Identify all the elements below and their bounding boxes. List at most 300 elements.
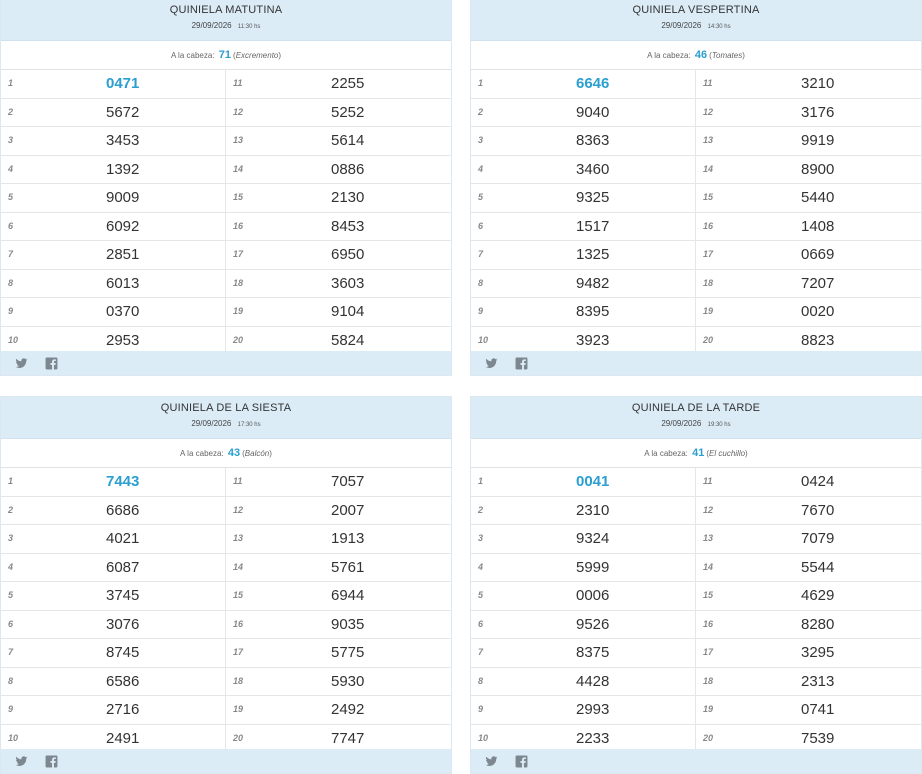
position-label: 19	[703, 306, 714, 316]
position-label: 9	[478, 704, 484, 714]
result-number: 2953	[106, 331, 140, 349]
result-number: 4629	[801, 587, 835, 604]
position-label: 3	[8, 533, 14, 543]
result-cell	[1, 554, 226, 582]
result-row	[1, 668, 451, 697]
position-label: 1	[478, 476, 484, 486]
result-cell	[226, 554, 451, 582]
result-number: 6586	[106, 672, 140, 690]
result-number: 1392	[106, 160, 140, 178]
result-number: 1517	[576, 217, 610, 235]
result-cell	[226, 241, 451, 269]
cabeza-meaning: Balcón	[244, 449, 270, 458]
result-number: 2491	[106, 729, 140, 747]
result-cell	[471, 639, 696, 667]
position-label: 5	[8, 192, 14, 202]
cabeza-line: A la cabeza: 43 (Balcón)	[1, 439, 451, 468]
result-cell	[226, 525, 451, 553]
facebook-icon[interactable]	[515, 755, 528, 768]
result-number: 0424	[801, 473, 835, 490]
result-row	[1, 639, 451, 668]
result-number: 9919	[801, 132, 835, 149]
result-row	[1, 611, 451, 640]
result-cell	[471, 127, 696, 155]
result-cell	[1, 582, 226, 610]
result-row	[1, 497, 451, 526]
position-label: 3	[8, 135, 14, 145]
position-label: 13	[233, 135, 244, 145]
result-cell	[226, 99, 451, 127]
position-label: 15	[703, 192, 714, 202]
position-label: 11	[233, 78, 243, 88]
result-cell	[1, 70, 226, 98]
result-row	[1, 70, 451, 99]
result-cell	[226, 156, 451, 184]
position-label: 19	[703, 704, 714, 714]
position-label: 7	[478, 249, 484, 259]
result-number: 4428	[576, 672, 610, 690]
result-row	[471, 127, 921, 156]
result-cell	[471, 696, 696, 724]
position-label: 18	[233, 277, 244, 288]
result-number: 7539	[801, 729, 835, 747]
result-row	[1, 213, 451, 242]
result-row	[1, 241, 451, 270]
result-row	[471, 582, 921, 611]
result-row	[471, 696, 921, 725]
result-number: 9526	[576, 615, 610, 633]
position-label: 4	[8, 561, 14, 572]
result-number: 3603	[331, 274, 365, 292]
results-table	[471, 70, 921, 355]
position-label: 2	[8, 504, 14, 515]
position-label: 13	[233, 533, 244, 543]
share-bar	[1, 749, 451, 773]
position-label: 8	[8, 675, 14, 686]
result-cell	[471, 525, 696, 553]
position-label: 10	[8, 334, 19, 345]
result-cell	[1, 525, 226, 553]
result-cell	[471, 241, 696, 269]
result-number: 8363	[576, 132, 610, 149]
position-label: 13	[703, 135, 714, 145]
panel-date	[471, 21, 921, 30]
result-row	[1, 298, 451, 327]
result-cell	[226, 468, 451, 496]
result-number: 2007	[331, 501, 365, 519]
position-label: 16	[703, 618, 714, 629]
cabeza-line: A la cabeza: 46 (Tomates)	[471, 41, 921, 70]
result-number: 0886	[331, 160, 365, 178]
result-number: 8745	[106, 644, 140, 661]
position-label: 4	[478, 561, 484, 572]
position-label: 20	[703, 334, 714, 345]
position-label: 1	[8, 476, 14, 486]
result-number: 1325	[576, 246, 610, 263]
result-number: 3176	[801, 103, 835, 121]
draw-time: 17:30 hs	[237, 422, 261, 428]
result-number: 2716	[106, 701, 140, 718]
panel-header	[471, 0, 921, 41]
result-cell	[471, 298, 696, 326]
head-number: 0471	[106, 75, 140, 92]
result-row	[471, 298, 921, 327]
result-cell	[471, 468, 696, 496]
result-cell	[471, 582, 696, 610]
draw-date: 29/09/2026	[661, 419, 702, 428]
position-label: 16	[233, 220, 244, 231]
result-cell	[696, 668, 921, 696]
result-cell	[226, 70, 451, 98]
result-number: 0020	[801, 303, 835, 320]
result-cell	[226, 696, 451, 724]
panel-date	[471, 419, 921, 428]
head-number: 6646	[576, 75, 610, 92]
result-cell	[696, 611, 921, 639]
result-cell	[1, 696, 226, 724]
result-number: 9104	[331, 303, 365, 320]
result-number: 9040	[576, 103, 610, 121]
result-number: 5761	[331, 558, 365, 576]
result-cell	[696, 696, 921, 724]
cabeza-number: 43	[227, 447, 241, 459]
result-cell	[471, 70, 696, 98]
position-label: 6	[8, 220, 14, 231]
position-label: 6	[478, 220, 484, 231]
position-label: 10	[478, 732, 489, 743]
position-label: 8	[478, 277, 484, 288]
position-label: 4	[8, 163, 14, 174]
results-table	[471, 468, 921, 753]
cabeza-line: A la cabeza: 41 (El cuchillo)	[471, 439, 921, 468]
position-label: 14	[233, 163, 244, 174]
share-bar	[471, 351, 921, 375]
result-number: 5999	[576, 558, 610, 576]
result-number: 3295	[801, 644, 835, 661]
position-label: 10	[8, 732, 19, 743]
result-cell	[696, 127, 921, 155]
cabeza-meaning: El cuchillo	[709, 449, 746, 458]
result-number: 5930	[331, 672, 365, 690]
panel-header	[1, 0, 451, 41]
position-label: 9	[478, 306, 484, 316]
result-row	[471, 639, 921, 668]
head-number: 7443	[106, 473, 140, 490]
cabeza-meaning: Tomates	[711, 51, 743, 60]
draw-date: 29/09/2026	[191, 419, 232, 428]
position-label: 1	[478, 78, 484, 88]
cabeza-label: A la cabeza:	[644, 449, 688, 458]
result-number: 9482	[576, 274, 610, 292]
facebook-icon[interactable]	[515, 357, 528, 370]
position-label: 14	[233, 561, 244, 572]
result-cell	[1, 611, 226, 639]
position-label: 11	[703, 476, 713, 486]
result-number: 3076	[106, 615, 140, 633]
results-table	[1, 70, 451, 355]
panel-date	[1, 419, 451, 428]
result-number: 9324	[576, 530, 610, 547]
result-cell	[1, 241, 226, 269]
result-cell	[696, 213, 921, 241]
result-number: 5824	[331, 331, 365, 349]
twitter-icon[interactable]	[485, 357, 498, 370]
result-number: 8900	[801, 160, 835, 178]
result-cell	[696, 525, 921, 553]
facebook-icon[interactable]	[45, 357, 58, 370]
position-label: 17	[703, 647, 714, 657]
result-cell	[1, 497, 226, 525]
result-cell	[471, 156, 696, 184]
result-number: 5440	[801, 189, 835, 206]
result-number: 2993	[576, 701, 610, 718]
position-label: 18	[703, 277, 714, 288]
panel-header	[471, 397, 921, 439]
result-number: 7057	[331, 473, 365, 490]
position-label: 14	[703, 163, 714, 174]
position-label: 2	[478, 504, 484, 515]
result-number: 3460	[576, 160, 610, 178]
result-number: 2233	[576, 729, 610, 747]
result-cell	[226, 611, 451, 639]
result-number: 7207	[801, 274, 835, 292]
result-number: 7079	[801, 530, 835, 547]
panel-title: QUINIELA DE LA SIESTA	[160, 402, 292, 414]
draw-date: 29/09/2026	[661, 21, 702, 30]
position-label: 14	[703, 561, 714, 572]
result-row	[471, 184, 921, 213]
position-label: 7	[8, 647, 14, 657]
draw-time: 14:30 hs	[707, 24, 731, 30]
result-number: 2313	[801, 672, 835, 690]
position-label: 19	[233, 704, 244, 714]
result-number: 9035	[331, 615, 365, 633]
position-label: 6	[478, 618, 484, 629]
position-label: 2	[478, 106, 484, 117]
position-label: 12	[233, 504, 244, 515]
result-number: 7747	[331, 729, 365, 747]
position-label: 18	[703, 675, 714, 686]
result-cell	[696, 156, 921, 184]
result-row	[1, 582, 451, 611]
result-cell	[1, 127, 226, 155]
result-cell	[696, 554, 921, 582]
result-cell	[1, 270, 226, 298]
position-label: 17	[233, 249, 244, 259]
result-number: 1408	[801, 217, 835, 235]
result-number: 8280	[801, 615, 835, 633]
draw-time: 19:30 hs	[707, 422, 731, 428]
position-label: 9	[8, 306, 14, 316]
result-number: 3210	[801, 75, 835, 92]
panel-header	[1, 397, 451, 439]
result-number: 8375	[576, 644, 610, 661]
share-bar	[1, 351, 451, 375]
position-label: 3	[478, 135, 484, 145]
position-label: 11	[703, 78, 713, 88]
twitter-icon[interactable]	[15, 357, 28, 370]
result-cell	[226, 639, 451, 667]
position-label: 5	[8, 590, 14, 600]
position-label: 13	[703, 533, 714, 543]
result-number: 5614	[331, 132, 365, 149]
result-cell	[226, 497, 451, 525]
result-number: 2130	[331, 189, 365, 206]
position-label: 6	[8, 618, 14, 629]
cabeza-label: A la cabeza:	[170, 51, 215, 60]
result-cell	[696, 468, 921, 496]
result-cell	[471, 497, 696, 525]
result-number: 8453	[331, 217, 365, 235]
result-number: 2310	[576, 501, 610, 519]
position-label: 11	[233, 476, 243, 486]
result-number: 6950	[331, 246, 365, 263]
panel-title: QUINIELA MATUTINA	[169, 4, 283, 16]
result-number: 0669	[801, 246, 835, 263]
result-number: 7670	[801, 501, 835, 519]
result-number: 5252	[331, 103, 365, 121]
result-row	[1, 554, 451, 583]
position-label: 10	[478, 334, 489, 345]
result-row	[471, 70, 921, 99]
result-number: 5672	[106, 103, 140, 121]
result-cell	[226, 668, 451, 696]
result-number: 8395	[576, 303, 610, 320]
facebook-icon[interactable]	[45, 755, 58, 768]
result-cell	[1, 468, 226, 496]
result-number: 6087	[106, 558, 140, 576]
result-number: 1913	[331, 530, 365, 547]
result-cell	[471, 668, 696, 696]
result-number: 4021	[106, 530, 140, 547]
position-label: 20	[233, 334, 244, 345]
result-row	[1, 468, 451, 497]
result-row	[1, 184, 451, 213]
position-label: 12	[703, 106, 714, 117]
result-cell	[226, 184, 451, 212]
position-label: 15	[703, 590, 714, 600]
result-cell	[226, 127, 451, 155]
quiniela-panel	[470, 396, 922, 774]
result-row	[1, 270, 451, 299]
result-cell	[1, 668, 226, 696]
position-label: 8	[478, 675, 484, 686]
result-number: 6686	[106, 501, 140, 519]
result-cell	[471, 270, 696, 298]
twitter-icon[interactable]	[485, 755, 498, 768]
quiniela-panel	[0, 396, 452, 774]
result-cell	[696, 99, 921, 127]
result-cell	[226, 582, 451, 610]
position-label: 20	[703, 732, 714, 743]
result-number: 6092	[106, 217, 140, 235]
twitter-icon[interactable]	[15, 755, 28, 768]
result-row	[471, 468, 921, 497]
result-number: 6944	[331, 587, 365, 604]
result-row	[471, 213, 921, 242]
result-cell	[1, 184, 226, 212]
result-row	[1, 696, 451, 725]
position-label: 3	[478, 533, 484, 543]
result-cell	[696, 241, 921, 269]
panel-title: QUINIELA VESPERTINA	[632, 4, 760, 16]
result-row	[471, 611, 921, 640]
result-number: 8823	[801, 331, 835, 349]
result-cell	[1, 156, 226, 184]
quiniela-panel	[0, 0, 452, 376]
position-label: 18	[233, 675, 244, 686]
result-cell	[1, 298, 226, 326]
position-label: 17	[703, 249, 714, 259]
result-row	[471, 554, 921, 583]
position-label: 17	[233, 647, 244, 657]
result-cell	[1, 213, 226, 241]
result-cell	[696, 582, 921, 610]
result-row	[1, 127, 451, 156]
results-table	[1, 468, 451, 753]
position-label: 7	[8, 249, 14, 259]
cabeza-number: 46	[694, 49, 708, 61]
result-row	[1, 99, 451, 128]
result-number: 2255	[331, 75, 365, 92]
result-cell	[696, 298, 921, 326]
result-number: 2492	[331, 701, 365, 718]
result-cell	[226, 270, 451, 298]
position-label: 12	[233, 106, 244, 117]
share-bar	[471, 749, 921, 773]
position-label: 8	[8, 277, 14, 288]
quiniela-panel	[470, 0, 922, 376]
result-cell	[471, 99, 696, 127]
result-cell	[1, 639, 226, 667]
result-number: 2851	[106, 246, 140, 263]
result-number: 9009	[106, 189, 140, 206]
result-row	[471, 156, 921, 185]
result-row	[471, 497, 921, 526]
result-cell	[696, 497, 921, 525]
position-label: 1	[8, 78, 14, 88]
cabeza-meaning: Excremento	[235, 51, 279, 60]
position-label: 5	[478, 590, 484, 600]
result-number: 5775	[331, 644, 365, 661]
position-label: 7	[478, 647, 484, 657]
result-cell	[696, 270, 921, 298]
position-label: 20	[233, 732, 244, 743]
result-row	[471, 668, 921, 697]
position-label: 16	[233, 618, 244, 629]
result-number: 3745	[106, 587, 140, 604]
result-cell	[226, 298, 451, 326]
result-number: 0741	[801, 701, 835, 718]
cabeza-number: 41	[692, 447, 705, 459]
result-number: 6013	[106, 274, 140, 292]
position-label: 5	[478, 192, 484, 202]
cabeza-label: A la cabeza:	[180, 449, 224, 458]
cabeza-number: 71	[218, 49, 232, 61]
result-cell	[471, 184, 696, 212]
result-number: 9325	[576, 189, 610, 206]
result-number: 5544	[801, 558, 835, 576]
result-cell	[471, 554, 696, 582]
result-row	[471, 99, 921, 128]
position-label: 2	[8, 106, 14, 117]
result-cell	[471, 213, 696, 241]
result-cell	[696, 70, 921, 98]
position-label: 12	[703, 504, 714, 515]
cabeza-line: A la cabeza: 71 (Excremento)	[1, 41, 451, 70]
result-row	[471, 525, 921, 554]
result-number: 3453	[106, 132, 140, 149]
